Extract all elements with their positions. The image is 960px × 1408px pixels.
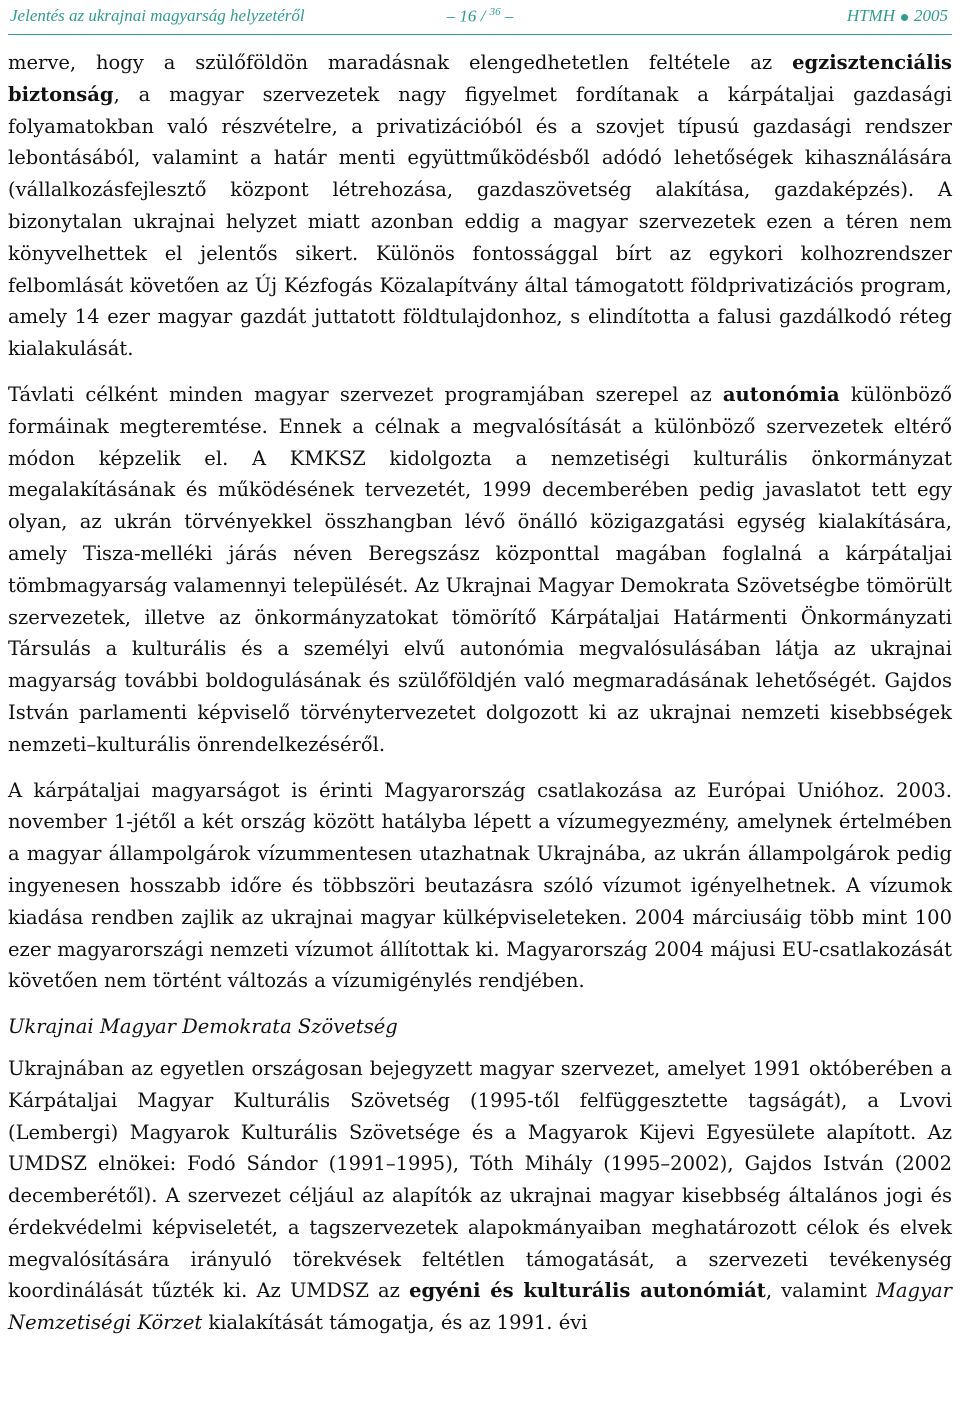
bullet-dot-icon bbox=[901, 14, 908, 21]
page-total: 36 bbox=[489, 6, 501, 18]
publisher-info bbox=[847, 6, 948, 26]
body-text bbox=[8, 35, 952, 1339]
emphasis-term: egyéni és kulturális autonómiát bbox=[409, 1279, 766, 1303]
page-indicator: – 16 / $^{36}$ – bbox=[446, 6, 514, 26]
paragraph-umdsz: Ukrajnában az egyetlen országosan bejegyzett magyar szervezet, amelyet 1991 októberében a Kárpátaljai Magyar Kulturális Szövetség (1995-től felfüggesztette tagságát), a Lvovi (Lembergi) Magyarok Kulturális Szövetsége és a Magyarok Kijevi Egyesülete alapított. Az UMDSZ elnökei: Fodó Sándor (1991–1995), Tóth Mihály (1995–2002), Gajdos István (2002 decemberétől). A szervezet céljául az alapítók az ukrajnai magyar kisebbség általános jogi és érdekvédelmi képviseletét, a tagszervezetek alapokmányaiban meghatározott célok és elvek megvalósítására irányuló törekvések feltétlen támogatását, a szervezeti tevékenység koordinálását tűzték ki. Az UMDSZ az egyéni és kulturális autonómiát, valamint Magyar Nemzetiségi Körzet kialakítását támogatja, és az 1991. évi bbox=[8, 1056, 953, 1335]
italic-term: Magyar Nemzetiségi Körzet bbox=[8, 1279, 953, 1335]
paragraph-eu-visa: A kárpátaljai magyarságot is érinti Magyarország csatlakozása az Európai Unióhoz. 2003. november 1-jétől a két ország között hatályba lépett a vízumegyezmény, amelynek értelmében a magyar állampolgárok vízummentesen utazhatnak Ukrajnába, az ukrán állampolgárok pedig ingyenesen hosszabb időre és többszöri beutazásra szóló vízumot igényelhetnek. A vízumok kiadása rendben zajlik az ukrajnai magyar külképviseleteken. 2004 márciusáig több mint 100 ezer magyarországi nemzeti vízumot állítottak ki. Magyarország 2004 májusi EU-csatlakozását követően nem történt változás a vízumigénylés rendjében. bbox=[8, 778, 952, 993]
paragraph-economic-security: merve, hogy a szülőföldön maradásnak elengedhetetlen feltétele az egzisztenciális biztonság, a magyar szervezetek nagy figyelmet fordítanak a kárpátaljai gazdasági folyamatokban való részvételre, a privatizációból és a szovjet típusú gazdasági rendszer lebontásából, valamint a határ menti együttműködésből adódó lehetőségek kihasználására (vállalkozásfejlesztő központ létrehozása, gazdaszövetség alakítása, gazdaképzés). A bizonytalan ukrajnai helyzet miatt azonban eddig a magyar szervezetek ezen a téren nem könyvelhettek el jelentős sikert. Különös fontossággal bírt az egykori kolhozrendszer felbomlását követően az Új Kézfogás Közalapítvány által támogatott földprivatizációs program, amely 14 ezer magyar gazdát juttatott földtulajdonhoz, s elindította a falusi gazdálkodó réteg kialakulását. bbox=[8, 51, 952, 361]
publisher-name: HTMH bbox=[846, 6, 895, 25]
section-heading: Ukrajnai Magyar Demokrata Szövetség bbox=[8, 1015, 398, 1039]
page-separator: / bbox=[476, 6, 490, 26]
publication-year: 2005 bbox=[914, 6, 948, 25]
emphasis-term: egzisztenciális biztonság bbox=[8, 51, 952, 106]
page-current: 16 bbox=[459, 6, 477, 26]
running-header bbox=[8, 0, 952, 35]
paragraph-autonomy: Távlati célként minden magyar szervezet programjában szerepel az autonómia különböző formáinak megteremtése. Ennek a célnak a megvalósítását a különböző szervezetek eltérő módon képzelik el. A KMKSZ kidolgozta a nemzetiségi kulturális önkormányzat megalakításának és működésének tervezetét, 1999 decemberében pedig javaslatot tett egy olyan, az ukrán törvényekkel összhangban lévő önálló közigazgatási egység kialakítására, amely Tisza-melléki járás néven Beregszász központtal magában foglalná a kárpátaljai tömbmagyarság valamennyi települését. Az Ukrajnai Magyar Demokrata Szövetségbe tömörült szervezetek, illetve az önkormányzatokat tömörítő Kárpátaljai Határmenti Önkormányzati Társulás a kulturális és a személyi elvű autonómia megvalósulásában látja az ukrajnai magyarság további boldogulásának és szülőföldjén való megmaradásának lehetőségét. Gajdos István parlamenti képviselő törvénytervezetet dolgozott ki az ukrajnai nemzeti kisebbségek nemzeti–kulturális önrendelkezéséről. bbox=[8, 382, 952, 756]
emphasis-term: autonómia bbox=[722, 382, 840, 406]
document-title: Jelentés az ukrajnai magyarság helyzetéről bbox=[10, 6, 305, 25]
